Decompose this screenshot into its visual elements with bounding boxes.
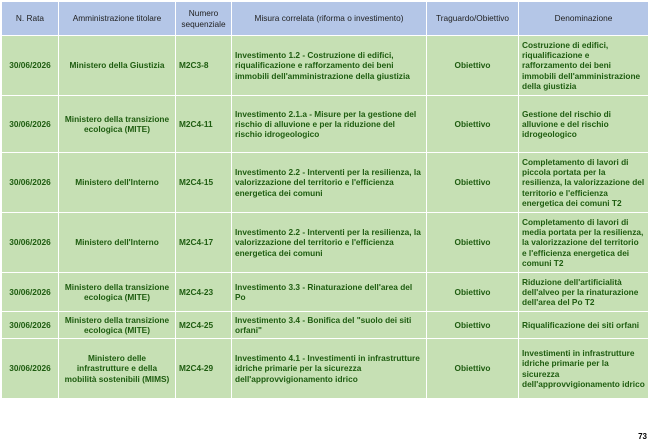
- cell-denominazione: Completamento di lavori di media portata per la resilienza, la valorizzazione del territorio e l'efficienza energetica dei comuni T2: [519, 213, 649, 273]
- cell-rata: 30/06/2026: [2, 96, 59, 153]
- cell-rata: 30/06/2026: [2, 339, 59, 399]
- cell-denominazione: Riduzione dell'artificialità dell'alveo per la rinaturazione dell'area del Po T2: [519, 273, 649, 312]
- cell-amministrazione: Ministero della transizione ecologica (MITE): [59, 273, 176, 312]
- cell-amministrazione: Ministero delle infrastrutture e della mobilità sostenibili (MIMS): [59, 339, 176, 399]
- cell-denominazione: Costruzione di edifici, riqualificazione e rafforzamento dei beni immobili dell'amministrazione della giustizia: [519, 36, 649, 96]
- table-row: [2, 339, 649, 399]
- cell-rata: 30/06/2026: [2, 273, 59, 312]
- cell-amministrazione: Ministero della Giustizia: [59, 36, 176, 96]
- cell-misura: Investimento 2.2 - Interventi per la resilienza, la valorizzazione del territorio e l'efficienza energetica dei comuni: [232, 213, 427, 273]
- cell-misura: Investimento 3.4 - Bonifica del "suolo dei siti orfani": [232, 312, 427, 339]
- cell-numero: M2C4-15: [176, 153, 232, 213]
- table-row: [2, 312, 649, 339]
- cell-rata: 30/06/2026: [2, 213, 59, 273]
- cell-numero: M2C4-23: [176, 273, 232, 312]
- cell-rata: 30/06/2026: [2, 36, 59, 96]
- table-row: [2, 153, 649, 213]
- page-number: 73: [638, 432, 647, 441]
- cell-denominazione: Completamento di lavori di piccola portata per la resilienza, la valorizzazione del territorio e l'efficienza energetica dei comuni T2: [519, 153, 649, 213]
- cell-numero: M2C4-17: [176, 213, 232, 273]
- cell-misura: Investimento 2.2 - Interventi per la resilienza, la valorizzazione del territorio e l'efficienza energetica dei comuni: [232, 153, 427, 213]
- header-rata: N. Rata: [2, 2, 59, 36]
- header-misura: Misura correlata (riforma o investimento): [232, 2, 427, 36]
- table-row: [2, 273, 649, 312]
- milestones-table: [1, 1, 649, 399]
- cell-traguardo: Obiettivo: [427, 312, 519, 339]
- header-numero: Numero sequenziale: [176, 2, 232, 36]
- cell-numero: M2C4-11: [176, 96, 232, 153]
- header-traguardo: Traguardo/Obiettivo: [427, 2, 519, 36]
- cell-misura: Investimento 2.1.a - Misure per la gestione del rischio di alluvione e per la riduzione del rischio idrogeologico: [232, 96, 427, 153]
- cell-denominazione: Gestione del rischio di alluvione e del rischio idrogeologico: [519, 96, 649, 153]
- cell-numero: M2C4-25: [176, 312, 232, 339]
- header-denominazione: Denominazione: [519, 2, 649, 36]
- cell-amministrazione: Ministero dell'Interno: [59, 213, 176, 273]
- cell-numero: M2C3-8: [176, 36, 232, 96]
- header-amministrazione: Amministrazione titolare: [59, 2, 176, 36]
- cell-traguardo: Obiettivo: [427, 36, 519, 96]
- cell-rata: 30/06/2026: [2, 153, 59, 213]
- cell-amministrazione: Ministero della transizione ecologica (MITE): [59, 96, 176, 153]
- cell-misura: Investimento 1.2 - Costruzione di edifici, riqualificazione e rafforzamento dei beni immobili dell'amministrazione della giustizia: [232, 36, 427, 96]
- table-row: [2, 36, 649, 96]
- cell-traguardo: Obiettivo: [427, 153, 519, 213]
- cell-amministrazione: Ministero dell'Interno: [59, 153, 176, 213]
- cell-traguardo: Obiettivo: [427, 96, 519, 153]
- table-row: [2, 213, 649, 273]
- table-row: [2, 96, 649, 153]
- cell-traguardo: Obiettivo: [427, 339, 519, 399]
- cell-denominazione: Investimenti in infrastrutture idriche primarie per la sicurezza dell'approvvigionamento idrico: [519, 339, 649, 399]
- cell-numero: M2C4-29: [176, 339, 232, 399]
- cell-misura: Investimento 4.1 - Investimenti in infrastrutture idriche primarie per la sicurezza dell'approvvigionamento idrico: [232, 339, 427, 399]
- cell-amministrazione: Ministero della transizione ecologica (MITE): [59, 312, 176, 339]
- cell-rata: 30/06/2026: [2, 312, 59, 339]
- table-header-row: [2, 2, 649, 36]
- cell-denominazione: Riqualificazione dei siti orfani: [519, 312, 649, 339]
- cell-traguardo: Obiettivo: [427, 213, 519, 273]
- cell-misura: Investimento 3.3 - Rinaturazione dell'area del Po: [232, 273, 427, 312]
- cell-traguardo: Obiettivo: [427, 273, 519, 312]
